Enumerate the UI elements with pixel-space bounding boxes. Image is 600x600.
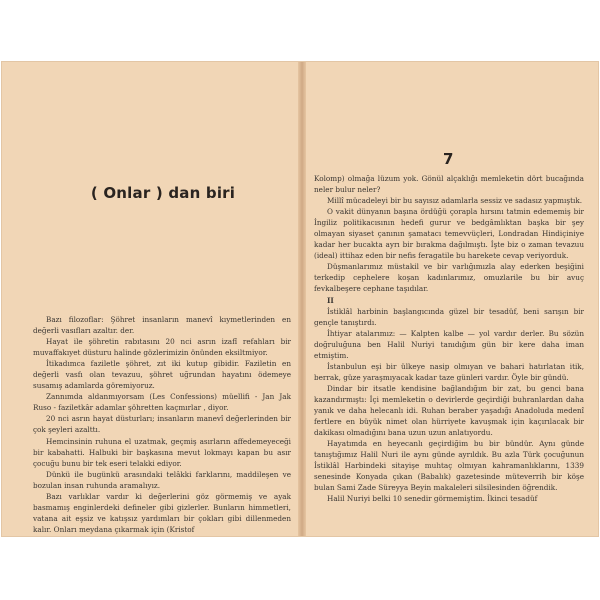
left-page — [2, 62, 300, 536]
left-paragraph: Hayat ile şöhretin rabıtasını 20 nci asrın izafî refahları bir muvaffakıyet düsturu halinde gözlerimizin önünden eksiltmiyor. — [33, 337, 291, 358]
left-paragraph: Bazı filozoflar: Şöhret insanların manevî kıymetlerinden en değerli vasıfları azaltır. der. — [33, 315, 291, 336]
left-paragraph: İtikadımca faziletle şöhret, zıt iki kutup gibidir. Faziletin en değerli vasfı olan tevazuu, şöhret uğrundan hayatını ödemeye susamış adamlarda göremiyoruz. — [33, 359, 291, 391]
right-paragraph: Hayatımda en heyecanlı geçirdiğim bu bir bündür. Aynı günde tanıştığımız Halil Nuri ile aynı günde ayrıldık. Bu azla Türk çocuğunun İstiklâl Harbindeki sitayişe muhtaç olmıyan kahramanlıklarını, 1339 senesinde Konyada çıkan (Babalık) gazetesinde müteverrih bir köşe bulan Sami Zade Süreyya Beyin makaleleri silsilesinden öğrendik. — [314, 439, 584, 493]
right-page-body — [314, 173, 584, 504]
page-number: 7 — [443, 150, 454, 168]
left-paragraph: Zannımda aldanmıyorsam (Les Confessions) müellifi - Jan Jak Ruso - faziletkâr adamlar şöhretten kaçmırlar , diyor. — [33, 392, 291, 413]
chapter-title: ( Onlar ) dan biri — [90, 184, 236, 202]
right-paragraph: O vakit dünyanın başına ördüğü çorapla hırsını tatmin edememiş bir İngiliz politikacısının hedefi gurur ve bedgâmlıktan başka bir şey olmayan siyaset çanının şamatacı temevvüçleri, Londradan Hindiçiniye kadar her bucakta ayrı bir bırakma dağılmıştı. İşte biz o zaman tevazuu (ideal) ittihaz eden bir nefis feragatile bu harekete cevap veriyorduk. — [314, 207, 584, 261]
right-page — [304, 62, 598, 536]
right-paragraph: İhtiyar atalarımız: — Kalpten kalbe — yol vardır derler. Bu sözün doğruluğuna ben Halil Nuriyi tanıdığım gün bir kere daha iman etmiştim. — [314, 328, 584, 360]
book-spread — [2, 62, 598, 536]
section-mark: II — [327, 295, 334, 305]
right-paragraph: İstiklâl harbinin başlangıcında güzel bir tesadüf, beni sarışın bir gençle tanıştırdı. — [314, 306, 584, 327]
right-paragraph: Halil Nuriyi belki 10 senedir görmemiştim. İkinci tesadüf — [327, 494, 538, 504]
right-paragraph: Dindar bir itsatle kendisine bağlandığım bir zat, bu genci bana kazandırmıştı: İçi memleketin o devirlerde geçirdiği buhranlardan daha yanık ve daha helecanlı idi. Ruhan beraber yaşadığı Anadoluda medenî fertlere en büyük nimet olan hürriyete kavuşmak için kaçırılacak bir dakikası olmadığını bana uzun uzun anlatıyordu. — [314, 383, 584, 438]
left-paragraph: Bazı varlıklar vardır ki değerlerini göz görmemiş ve ayak basmamış enginlerdeki defineler gibi gizlerler. Bunların himmetleri, vatana ait eşsiz ve katışsız yardımları bir çokları gibi dillenmeden kalır. Onları meydana çıkarmak için (Kristof — [33, 491, 291, 534]
left-paragraph: 20 nci asrın hayat düsturları; insanların manevî değerlerinden bir çok şeyleri azalttı. — [33, 414, 291, 435]
left-paragraph: Hemcinsinin ruhuna el uzatmak, geçmiş asırların affedemeyeceği bir kabahatti. Halbuki bir başkasına mevut lokmayı kapan bu asır çocuğu bunu bir tek eseri telakki ediyor. — [33, 436, 291, 468]
left-page-body — [33, 314, 291, 535]
right-paragraph: Millî mücadeleyi bir bu sayısız adamlarla sessiz ve sadasız yapmıştık. — [327, 196, 583, 206]
right-paragraph: Kolomp) olmağa lüzum yok. Gönül alçaklığı memleketin dört bucağında neler bulur neler? — [314, 174, 584, 195]
right-paragraph: İstanbulun eşi bir ülkeye nasip olmıyan ve bahari hatırlatan itik, berrak, güze yaraşmıyacak kadar taze günleri vardır. Öyle bir gündü. — [314, 361, 584, 382]
left-paragraph: Dünkü ile bugünkü arasındaki telâkki farklarını, maddileşen ve bozulan insan ruhunda aramalıyız. — [33, 469, 291, 490]
right-paragraph: Düşmanlarımız müstakil ve bir varlığımızla alay ederken beşiğini terkedip cephelere koşan kadınlarımız, omuzlarile bu bir avuç fevkalbeşere cephane taşıdılar. — [314, 262, 584, 294]
